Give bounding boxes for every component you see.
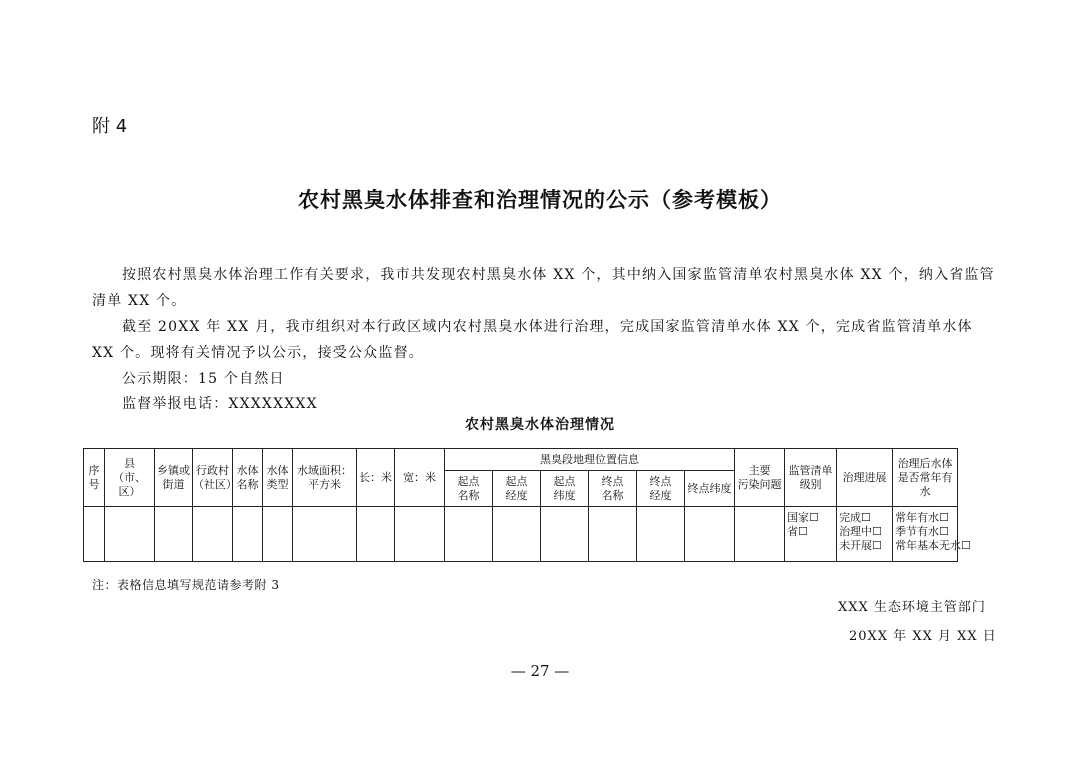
cell-pollution[interactable]: [735, 507, 785, 562]
checkbox-water-seasonal[interactable]: 季节有水☐: [895, 525, 949, 538]
header-village: 行政村 （社区）: [193, 449, 233, 507]
header-width: 宽：米: [395, 449, 445, 507]
header-water-type: 水体 类型: [263, 449, 293, 507]
cell-progress: [837, 507, 893, 562]
checkbox-water-none[interactable]: 常年基本无水☐: [895, 539, 971, 552]
table-note: 注：表格信息填写规范请参考附 3: [92, 578, 280, 592]
body-paragraph-1: 按照农村黑臭水体治理工作有关要求，我市共发现农村黑臭水体 XX 个，其中纳入国家监管清单农村黑臭水体 XX 个，纳入省监管清单 XX 个。: [92, 267, 995, 309]
report-phone: 监督举报电话：XXXXXXXX: [122, 396, 318, 412]
header-end-lon: 终点 经度: [637, 471, 685, 507]
appendix-label: 附 4: [92, 116, 128, 137]
issue-date: 20XX 年 XX 月 XX 日: [849, 629, 997, 644]
cell-level: [785, 507, 837, 562]
page-number: — 27 —: [510, 662, 570, 680]
water-body-table: [83, 448, 1048, 562]
cell-start-lon[interactable]: [493, 507, 541, 562]
checkbox-progress-not-started[interactable]: 未开展☐: [839, 539, 882, 552]
checkbox-level-province[interactable]: 省☐: [787, 525, 808, 538]
cell-after: [893, 507, 971, 562]
header-water-name: 水体 名称: [233, 449, 263, 507]
page-title: 农村黑臭水体排查和治理情况的公示（参考模板）: [298, 188, 782, 212]
header-geo-group: 黑臭段地理位置信息: [445, 449, 735, 471]
table-row: [84, 507, 1048, 562]
cell-town[interactable]: [155, 507, 193, 562]
cell-seq[interactable]: [84, 507, 105, 562]
body-paragraph-2: 截至 20XX 年 XX 月，我市组织对本行政区域内农村黑臭水体进行治理，完成国家监管清单水体 XX 个，完成省监管清单水体 XX 个。现将有关情况予以公示，接受公众监督。: [92, 319, 973, 361]
disclosure-period: 公示期限：15 个自然日: [122, 371, 285, 387]
header-start-lon: 起点 经度: [493, 471, 541, 507]
checkbox-water-year-round[interactable]: 常年有水☐: [895, 511, 949, 524]
cell-start-name[interactable]: [445, 507, 493, 562]
table-title: 农村黑臭水体治理情况: [465, 417, 615, 433]
header-seq: 序 号: [84, 449, 105, 507]
cell-area[interactable]: [293, 507, 357, 562]
header-start-lat: 起点 纬度: [541, 471, 589, 507]
header-town: 乡镇或 街道: [155, 449, 193, 507]
cell-village[interactable]: [193, 507, 233, 562]
header-start-name: 起点 名称: [445, 471, 493, 507]
header-level: 监管清单 级别: [785, 449, 837, 507]
cell-end-name[interactable]: [589, 507, 637, 562]
issuing-department: XXX 生态环境主管部门: [838, 600, 986, 615]
checkbox-level-national[interactable]: 国家☐: [787, 511, 819, 524]
header-end-name: 终点 名称: [589, 471, 637, 507]
checkbox-progress-ongoing[interactable]: 治理中☐: [839, 525, 882, 538]
table-header-row-1: [84, 449, 1048, 471]
cell-end-lon[interactable]: [637, 507, 685, 562]
cell-end-lat[interactable]: [685, 507, 735, 562]
cell-water-name[interactable]: [233, 507, 263, 562]
header-length: 长：米: [357, 449, 395, 507]
header-county: 县 （市、区）: [105, 449, 155, 507]
cell-water-type[interactable]: [263, 507, 293, 562]
cell-start-lat[interactable]: [541, 507, 589, 562]
checkbox-progress-done[interactable]: 完成☐: [839, 511, 871, 524]
cell-width[interactable]: [395, 507, 445, 562]
header-progress: 治理进展: [837, 449, 893, 507]
cell-length[interactable]: [357, 507, 395, 562]
header-after: 治理后水体 是否常年有水: [893, 449, 958, 507]
header-end-lat: 终点纬度: [685, 471, 735, 507]
header-area: 水域面积： 平方米: [293, 449, 357, 507]
header-pollution: 主要 污染问题: [735, 449, 785, 507]
cell-county[interactable]: [105, 507, 155, 562]
